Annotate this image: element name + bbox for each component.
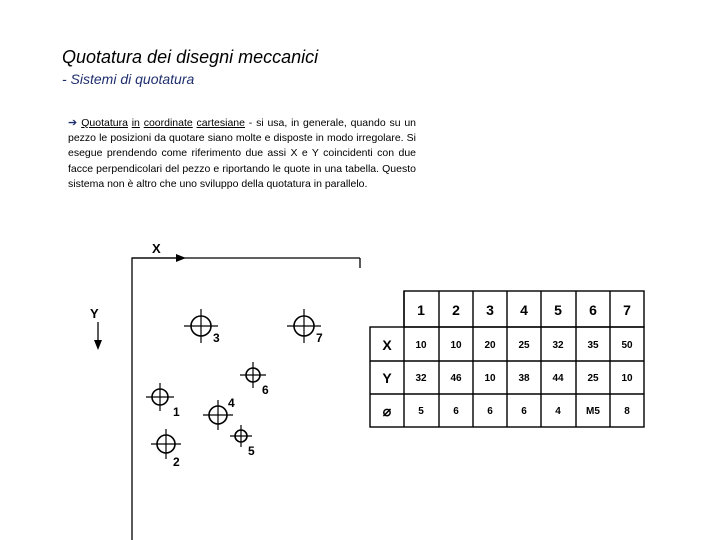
y-axis-label: Y [90, 306, 99, 321]
table-cell: 35 [587, 340, 599, 351]
link-word: cartesiane [196, 117, 245, 129]
table-cell: 50 [621, 340, 633, 351]
table-cell: 20 [484, 340, 496, 351]
table-cell: 32 [552, 340, 564, 351]
slide-subtitle: - Sistemi di quotatura [62, 71, 195, 87]
table-row-label: Y [382, 370, 392, 386]
table-row-label: ⌀ [382, 403, 392, 419]
table-cell: 25 [518, 340, 530, 351]
table-header-cell: 6 [589, 302, 597, 318]
table-header-cell: 1 [417, 302, 425, 318]
table-cell: 5 [418, 406, 424, 417]
table-cell: 10 [621, 373, 633, 384]
hole-label: 4 [228, 396, 235, 410]
table-header-cell: 5 [554, 302, 562, 318]
table-cell: 6 [487, 406, 493, 417]
hole-label: 3 [213, 331, 220, 345]
paragraph-text: - si usa, in generale, quando su un pezzo le posizioni da quotare siano molte e disposte in modo irregolare. Si esegue prendendo come riferimento due assi X e Y coincidenti con due facce perpendicolari del pezzo e riportando le quote in una tabella. Questo sistema non è altro che uno sviluppo della quotatura in parallelo. [68, 117, 417, 190]
table-cell: 32 [415, 373, 427, 384]
link-word: coordinate [143, 117, 193, 129]
table-cell: 10 [415, 340, 427, 351]
hole-label: 7 [316, 331, 323, 345]
hole-label: 2 [173, 455, 180, 469]
table-cell: M5 [586, 406, 600, 417]
table-cell: 44 [552, 373, 564, 384]
table-cell: 25 [587, 373, 599, 384]
table-header-cell: 7 [623, 302, 631, 318]
table-row-label: X [382, 337, 392, 353]
table-header-cell: 2 [452, 302, 460, 318]
table-cell: 10 [484, 373, 496, 384]
table-cell: 4 [555, 406, 561, 417]
table-cell: 38 [518, 373, 530, 384]
table-cell: 6 [521, 406, 527, 417]
right-arrow-icon: ➔ [68, 117, 78, 129]
table-cell: 46 [450, 373, 462, 384]
table-cell: 6 [453, 406, 459, 417]
table-cell: 8 [624, 406, 630, 417]
table-cell: 10 [450, 340, 462, 351]
table-header-cell: 4 [520, 302, 528, 318]
slide-title: Quotatura dei disegni meccanici [62, 47, 319, 67]
hole-label: 1 [173, 405, 180, 419]
hole-label: 6 [262, 383, 269, 397]
x-axis-label: X [152, 241, 161, 256]
link-word: in [131, 117, 140, 129]
link-word: Quotatura [81, 117, 128, 129]
hole-label: 5 [248, 444, 255, 458]
table-header-cell: 3 [486, 302, 494, 318]
